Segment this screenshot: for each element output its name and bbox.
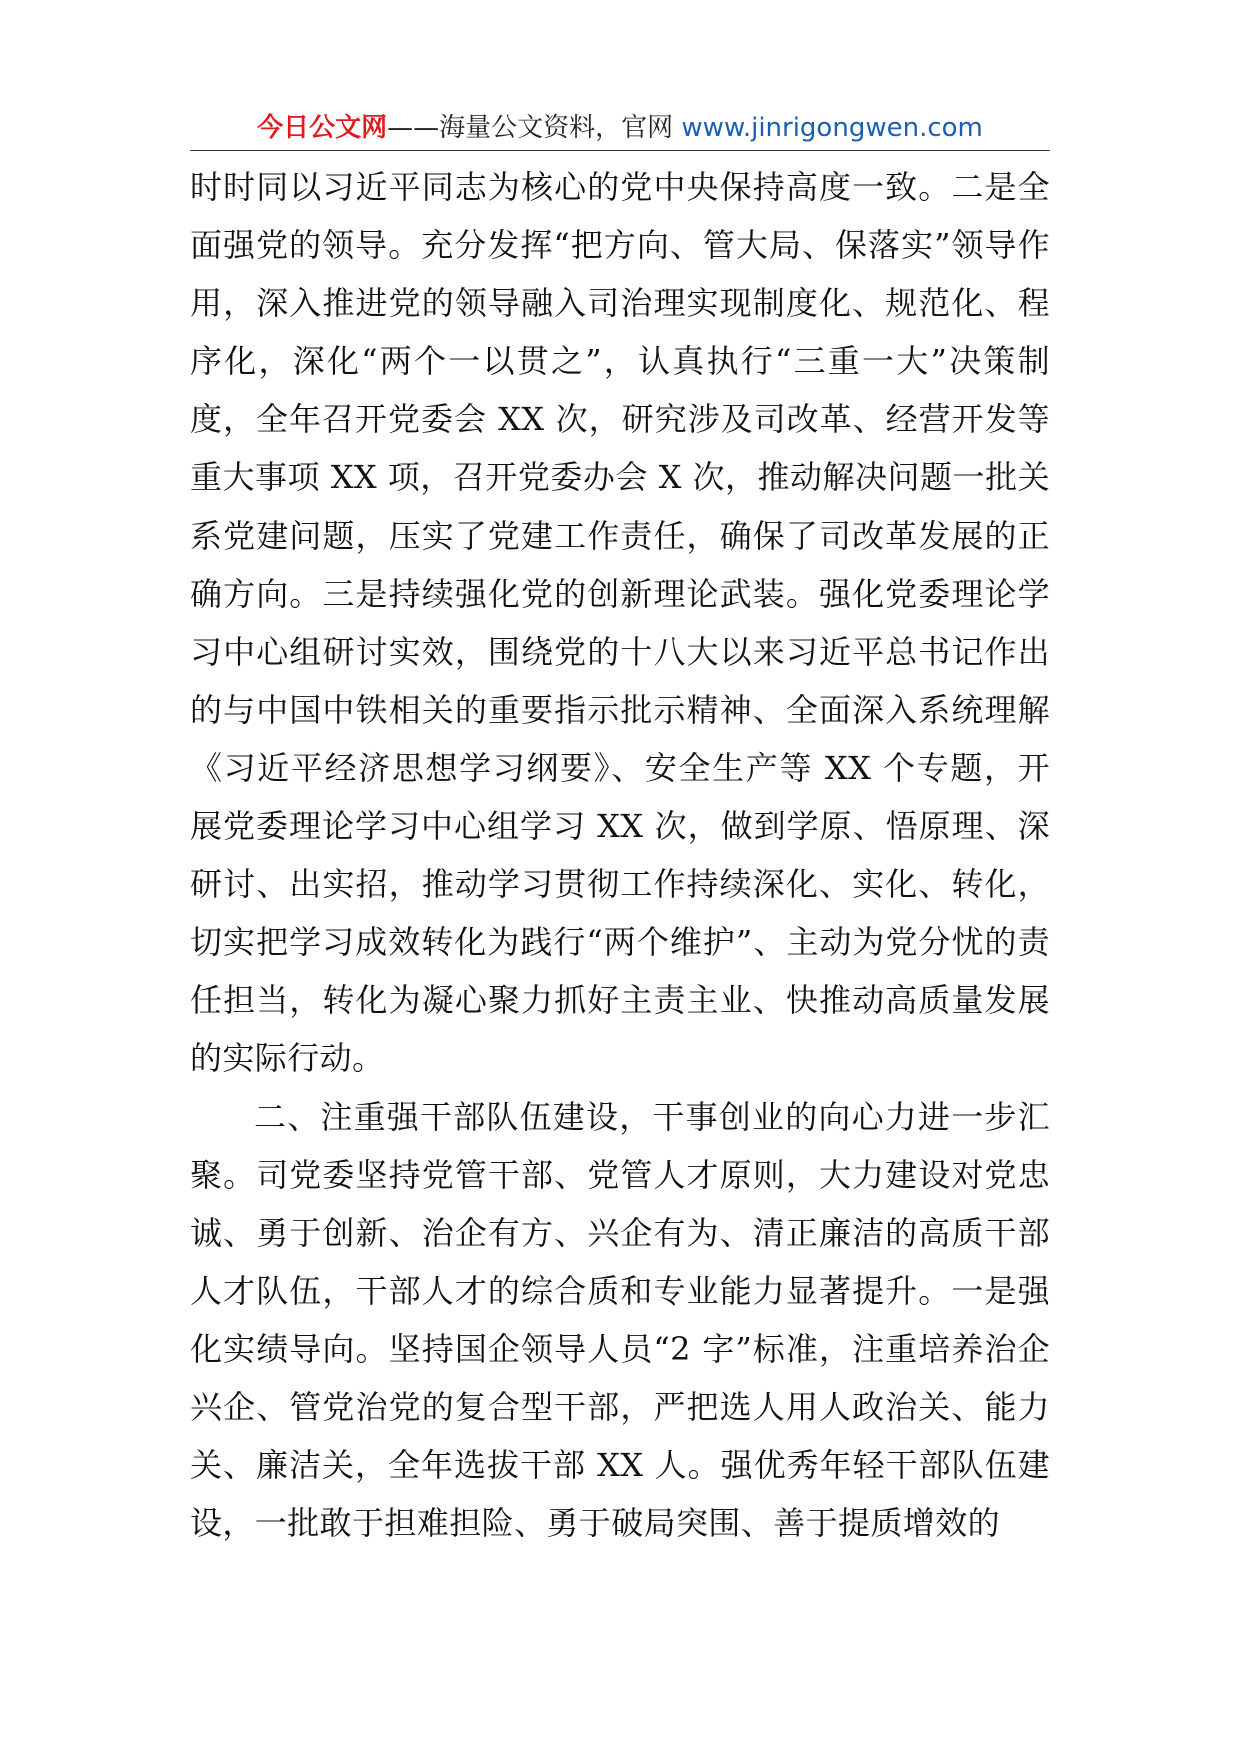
paragraph-continued: 时时同以习近平同志为核心的党中央保持高度一致。二是全面强党的领导。充分发挥“把方向、管大局、保落实”领导作用，深入推进党的领导融入司治理实现制度化、规范化、程序化，深化“两个一以贯之”，认真执行“三重一大”决策制度，全年召开党委会 XX 次，研究涉及司改革、经营开发等重大事项 XX 项，召开党委办会 X 次，推动解决问题一批关系党建问题，压实了党建工作责任，确保了司改革发展的正确方向。三是持续强化党的创新理论武装。强化党委理论学习中心组研讨实效，围绕党的十八大以来习近平总书记作出的与中国中铁相关的重要指示批示精神、全面深入系统理解《习近平经济思想学习纲要》、安全生产等 XX 个专题，开展党委理论学习中心组学习 XX 次，做到学原、悟原理、深研讨、出实招，推动学习贯彻工作持续深化、实化、转化，切实把学习成效转化为践行“两个维护”、主动为党分忧的责任担当，转化为凝心聚力抓好主责主业、快推动高质量发展的实际行动。 [190,168,1050,1078]
paragraph-section-two: 二、注重强干部队伍建设，干事创业的向心力进一步汇聚。司党委坚持党管干部、党管人才原则，大力建设对党忠诚、勇于创新、治企有方、兴企有为、清正廉洁的高质干部人才队伍，干部人才的综合质和专业能力显著提升。一是强化实绩导向。坚持国企领导人员“2 字”标准，注重培养治企兴企、管党治党的复合型干部，严把选人用人政治关、能力关、廉洁关，全年选拔干部 XX 人。强优秀年轻干部队伍建设，一批敢于担难担险、勇于破局突围、善于提质增效的 [190,1097,1050,1543]
page-header [190,106,1050,150]
header-tagline: ——海量公文资料，官网 [387,113,682,143]
brand-name: 今日公文网 [257,113,388,143]
header-divider [190,150,1050,151]
document-body [190,158,1050,1552]
site-url-link[interactable]: www.jinrigongwen.com [681,113,983,143]
